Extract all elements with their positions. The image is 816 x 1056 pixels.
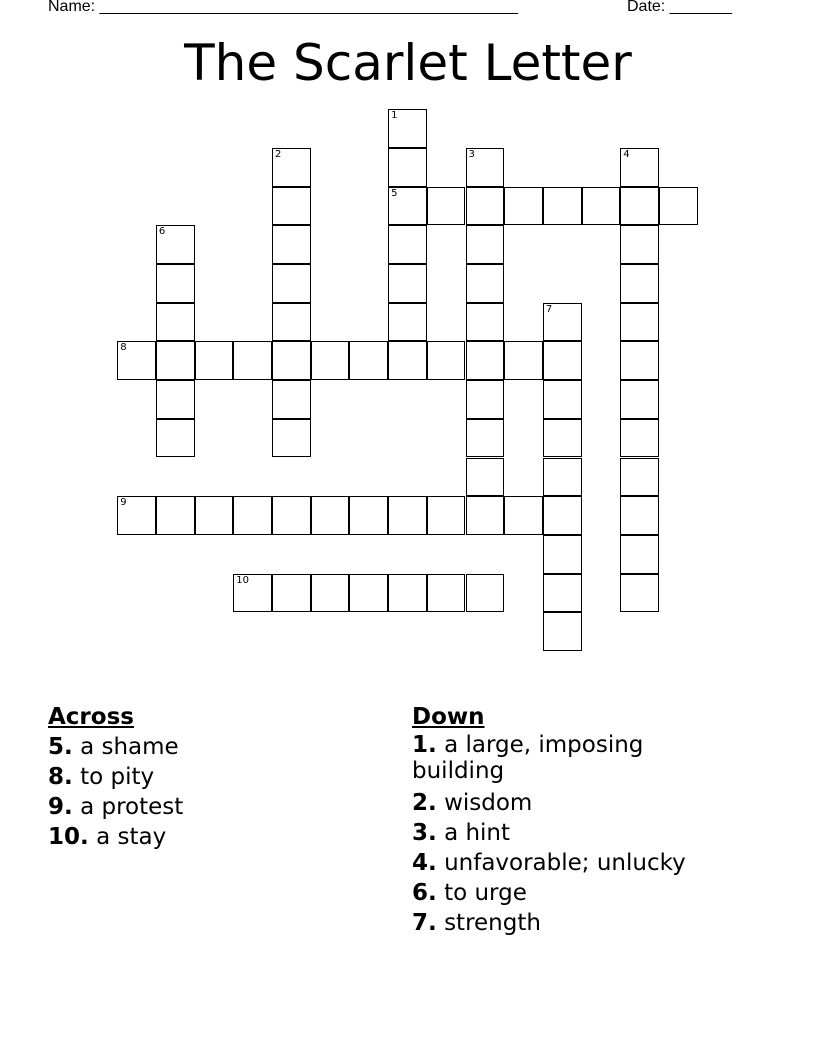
grid-cell[interactable] [620, 148, 659, 187]
grid-cell[interactable] [233, 496, 272, 535]
grid-cell[interactable] [543, 458, 582, 497]
grid-cell[interactable] [543, 303, 582, 342]
clue-text: to urge [444, 880, 527, 906]
grid-cell[interactable] [156, 496, 195, 535]
date-field[interactable]: Date: _______ [627, 0, 732, 15]
grid-cell[interactable] [620, 187, 659, 226]
grid-cell[interactable] [543, 187, 582, 226]
clue-text: a shame [80, 734, 179, 760]
grid-cell[interactable] [272, 303, 311, 342]
grid-cell[interactable] [620, 496, 659, 535]
grid-cell[interactable] [466, 225, 505, 264]
grid-cell[interactable] [156, 380, 195, 419]
grid-cell[interactable] [388, 148, 427, 187]
grid-cell[interactable] [311, 496, 350, 535]
clue-text: a large, imposing building [412, 732, 644, 784]
grid-cell[interactable] [620, 380, 659, 419]
clue-item [48, 732, 368, 762]
grid-cell[interactable] [156, 341, 195, 380]
grid-cell[interactable] [272, 341, 311, 380]
cell-number: 10 [236, 574, 250, 586]
grid-cell[interactable] [659, 187, 698, 226]
clue-number: 8. [48, 764, 73, 790]
grid-cell[interactable] [466, 264, 505, 303]
grid-cell[interactable] [620, 264, 659, 303]
grid-cell[interactable] [388, 341, 427, 380]
grid-cell[interactable] [466, 574, 505, 613]
name-field[interactable]: Name: _______________________________________________ [48, 0, 518, 15]
grid-cell[interactable] [349, 496, 388, 535]
grid-cell[interactable] [504, 187, 543, 226]
grid-cell[interactable] [156, 225, 195, 264]
down-clues [412, 702, 742, 938]
grid-cell[interactable] [466, 303, 505, 342]
grid-cell[interactable] [620, 535, 659, 574]
grid-cell[interactable] [388, 225, 427, 264]
clue-number: 7. [412, 910, 437, 936]
clue-item [48, 762, 368, 792]
grid-cell[interactable] [272, 225, 311, 264]
cell-number: 7 [545, 303, 553, 315]
clue-item [412, 732, 742, 788]
grid-cell[interactable] [156, 264, 195, 303]
clue-item [48, 792, 368, 822]
grid-cell[interactable] [272, 380, 311, 419]
grid-cell[interactable] [156, 303, 195, 342]
grid-cell[interactable] [543, 419, 582, 458]
grid-cell[interactable] [466, 496, 505, 535]
clue-number: 9. [48, 794, 73, 820]
grid-cell[interactable] [349, 574, 388, 613]
grid-cell[interactable] [195, 341, 234, 380]
grid-cell[interactable] [543, 341, 582, 380]
grid-cell[interactable] [466, 148, 505, 187]
grid-cell[interactable] [272, 496, 311, 535]
grid-cell[interactable] [117, 496, 156, 535]
grid-cell[interactable] [349, 341, 388, 380]
grid-cell[interactable] [388, 303, 427, 342]
grid-cell[interactable] [620, 341, 659, 380]
clue-item [412, 908, 742, 938]
grid-cell[interactable] [156, 419, 195, 458]
grid-cell[interactable] [427, 341, 466, 380]
grid-cell[interactable] [543, 496, 582, 535]
clue-number: 4. [412, 850, 437, 876]
grid-cell[interactable] [543, 612, 582, 651]
grid-cell[interactable] [620, 574, 659, 613]
grid-cell[interactable] [466, 419, 505, 458]
grid-cell[interactable] [272, 419, 311, 458]
clue-item [48, 822, 368, 852]
grid-cell[interactable] [427, 187, 466, 226]
grid-cell[interactable] [388, 264, 427, 303]
cell-number: 8 [120, 342, 127, 354]
clue-item [412, 878, 742, 908]
cell-number: 1 [391, 110, 398, 122]
grid-cell[interactable] [466, 458, 505, 497]
clue-number: 10. [48, 824, 89, 850]
grid-cell[interactable] [388, 187, 427, 226]
grid-cell[interactable] [272, 148, 311, 187]
grid-cell[interactable] [233, 574, 272, 613]
cell-number: 2 [275, 148, 282, 160]
across-clues [48, 702, 368, 852]
clue-text: unfavorable; unlucky [444, 850, 686, 876]
grid-cell[interactable] [620, 419, 659, 458]
clue-number: 5. [48, 734, 73, 760]
clue-item [412, 818, 742, 848]
cell-number: 5 [391, 187, 398, 199]
grid-cell[interactable] [582, 187, 621, 226]
page-title: The Scarlet Letter [184, 34, 632, 92]
grid-cell[interactable] [466, 187, 505, 226]
clue-text: a hint [444, 820, 511, 846]
grid-cell[interactable] [272, 187, 311, 226]
grid-cell[interactable] [620, 303, 659, 342]
grid-cell[interactable] [272, 574, 311, 613]
grid-cell[interactable] [233, 341, 272, 380]
clue-number: 1. [412, 732, 437, 758]
clue-text: to pity [80, 764, 155, 790]
clue-text: a protest [80, 794, 184, 820]
grid-cell[interactable] [388, 574, 427, 613]
clue-number: 2. [412, 790, 437, 816]
clue-text: wisdom [444, 790, 533, 816]
grid-cell[interactable] [466, 380, 505, 419]
grid-cell[interactable] [117, 341, 156, 380]
grid-cell[interactable] [543, 574, 582, 613]
grid-cell[interactable] [466, 341, 505, 380]
grid-cell[interactable] [504, 496, 543, 535]
grid-cell[interactable] [620, 225, 659, 264]
clue-number: 6. [412, 880, 437, 906]
clue-number: 3. [412, 820, 437, 846]
grid-cell[interactable] [427, 496, 466, 535]
grid-cell[interactable] [311, 574, 350, 613]
grid-cell[interactable] [195, 496, 234, 535]
grid-cell[interactable] [427, 574, 466, 613]
grid-cell[interactable] [388, 109, 427, 148]
grid-cell[interactable] [543, 535, 582, 574]
clue-item [412, 848, 742, 878]
grid-cell[interactable] [388, 496, 427, 535]
cell-number: 4 [623, 148, 630, 160]
cell-number: 9 [120, 497, 127, 509]
down-heading: Down [412, 704, 485, 730]
across-heading: Across [48, 704, 134, 730]
grid-cell[interactable] [543, 380, 582, 419]
cell-number: 3 [468, 148, 475, 160]
grid-cell[interactable] [620, 458, 659, 497]
clue-text: a stay [96, 824, 167, 850]
grid-cell[interactable] [311, 341, 350, 380]
grid-cell[interactable] [504, 341, 543, 380]
clue-item [412, 788, 742, 818]
grid-cell[interactable] [272, 264, 311, 303]
clue-text: strength [444, 910, 541, 936]
cell-number: 6 [158, 226, 166, 238]
